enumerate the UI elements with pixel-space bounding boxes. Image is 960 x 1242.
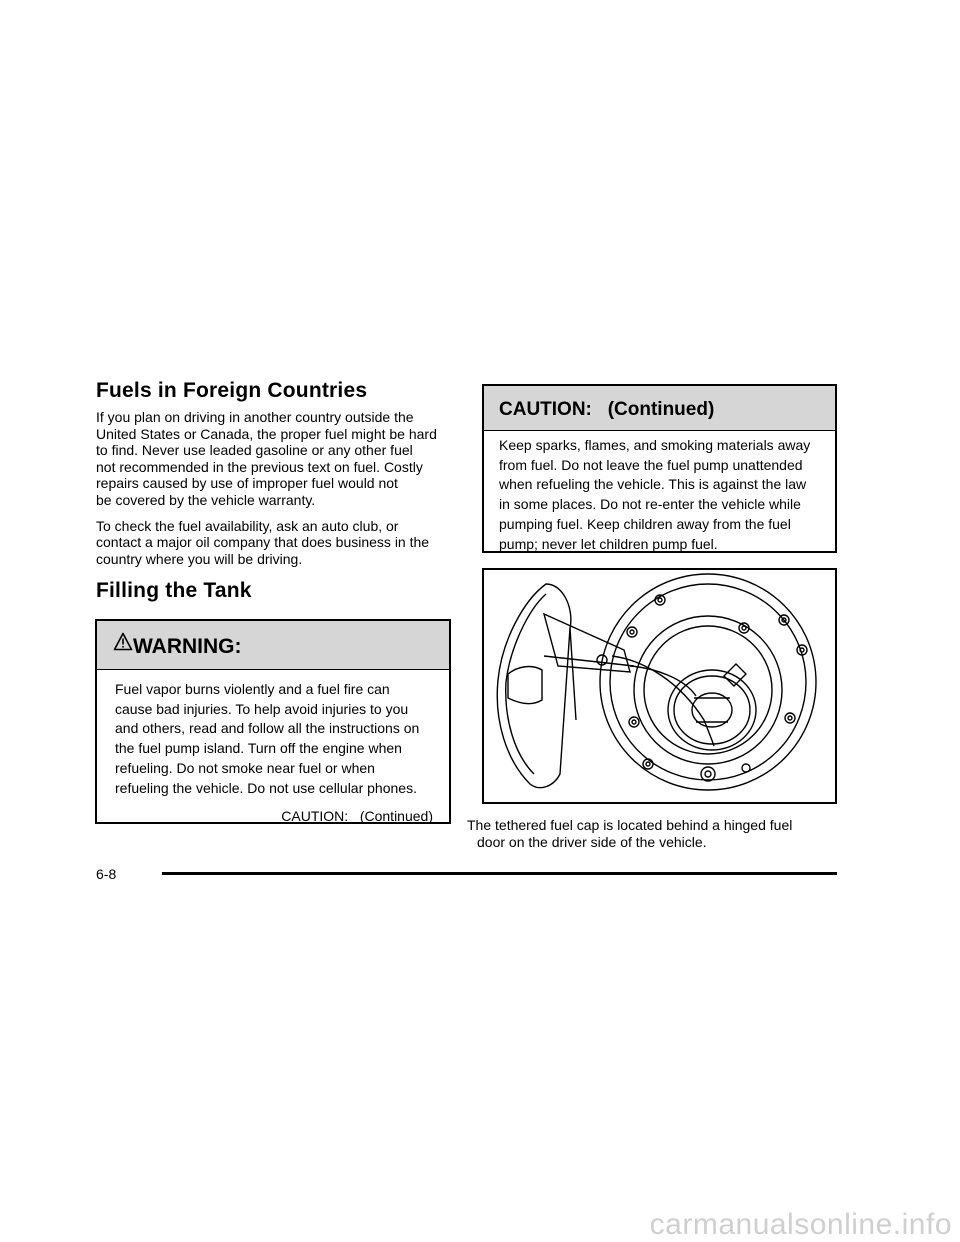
text-line: repairs caused by use of improper fuel would not [96, 475, 398, 492]
text-line: when refueling the vehicle. This is against the law [499, 476, 807, 493]
warning-title: WARNING: [133, 635, 242, 658]
watermark: carmanualsonline.info [649, 1208, 952, 1241]
text-line: Fuel vapor burns violently and a fuel fire can [115, 681, 390, 697]
text-line: and others, read and follow all the instructions on [115, 720, 420, 737]
text-line: To check the fuel availability, ask an auto club, or [96, 517, 399, 534]
caution-body [499, 436, 829, 554]
caution-box [482, 384, 837, 553]
warning-triangle-icon [113, 632, 133, 656]
warning-header [97, 621, 449, 670]
fuel-door-illustration-frame [482, 568, 837, 804]
text-line: The tethered fuel cap is located behind a hinged fuel [467, 817, 793, 833]
text-line: not recommended in the previous text on fuel. Costly [96, 458, 423, 475]
text-line: to find. Never use leaded gasoline or any other fuel [96, 442, 413, 459]
text-line: refueling. Do not smoke near fuel or when [115, 759, 375, 776]
left-column [96, 379, 456, 567]
text-line: the fuel pump island. Turn off the engine when [115, 740, 402, 757]
text-line: be covered by the vehicle warranty. [96, 491, 316, 508]
heading-filling-tank: Filling the Tank [96, 579, 252, 602]
text-line: United States or Canada, the proper fuel might be hard [96, 425, 437, 442]
text-line: pumping fuel. Keep children away from the fuel [499, 515, 791, 532]
text-line: from fuel. Do not leave the fuel pump unattended [499, 456, 803, 473]
text-line: refueling the vehicle. Do not use cellular phones. [115, 779, 417, 796]
heading-fuels-foreign: Fuels in Foreign Countries [96, 379, 368, 402]
text-line: Keep sparks, flames, and smoking materials away [499, 437, 811, 453]
text-line: pump; never let children pump fuel. [499, 535, 718, 552]
text-line: If you plan on driving in another country outside the [96, 409, 414, 425]
footer-rule [162, 872, 837, 875]
text-line: contact a major oil company that does business in the [96, 534, 430, 551]
text-line: country where you will be driving. [96, 550, 303, 567]
text-line: door on the driver side of the vehicle. [477, 833, 707, 850]
text-line: in some places. Do not re-enter the vehicle while [499, 496, 801, 513]
text-line: cause bad injuries. To help avoid injuries to you [115, 700, 409, 717]
warning-body [115, 680, 445, 798]
warning-box [95, 619, 451, 824]
paragraph-foreign-1 [96, 409, 456, 509]
fuel-door-cap-illustration [484, 570, 835, 802]
warning-continued-note: CAUTION: (Continued) [281, 808, 433, 824]
page-number: 6-8 [96, 866, 117, 882]
paragraph-foreign-2 [96, 518, 456, 568]
caution-title: CAUTION: (Continued) [499, 399, 715, 420]
illustration-caption [467, 817, 847, 850]
caution-header [484, 386, 835, 431]
